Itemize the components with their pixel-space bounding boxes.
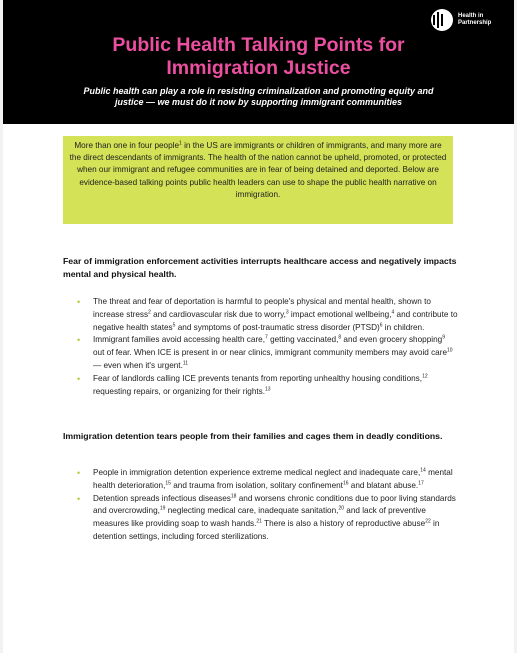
page-subtitle bbox=[53, 86, 464, 108]
bullet-text: mental health deterioration, bbox=[93, 468, 453, 490]
subtitle-line1: Public health can play a role in resisting criminalization and promoting equity and bbox=[83, 86, 434, 96]
bullet-icon: • bbox=[77, 297, 81, 307]
bullet-text: requesting repairs, or organizing for their rights. bbox=[93, 386, 266, 396]
section2-heading: Immigration detention tears people from their families and cages them in deadly conditions. bbox=[63, 431, 443, 441]
bullet-text: Detention spreads infectious diseases bbox=[93, 493, 231, 503]
section1-heading: Fear of immigration enforcement activities interrupts healthcare access and negatively impacts mental and physical health. bbox=[63, 256, 457, 279]
bullet-text: in children. bbox=[382, 322, 425, 332]
footnote-ref: 14 bbox=[420, 467, 426, 474]
bullet-icon: • bbox=[77, 493, 81, 504]
callout-text-part1: More than one in four people bbox=[74, 141, 180, 150]
bullet-text: and trauma from isolation, solitary confinement bbox=[170, 480, 343, 490]
list-item bbox=[63, 296, 458, 334]
bullet-text: Fear of landlords calling ICE prevents tenants from reporting unhealthy housing conditions, bbox=[93, 373, 423, 383]
footnote-ref: 5 bbox=[172, 321, 176, 328]
bullet-text: and blatant abuse. bbox=[348, 480, 419, 490]
bullet-text: and even grocery shopping bbox=[341, 335, 443, 345]
section2-list bbox=[63, 467, 458, 544]
footnote-ref: 3 bbox=[285, 309, 289, 316]
footnote-ref: 20 bbox=[338, 505, 344, 512]
bullet-text: Immigrant families avoid accessing health care, bbox=[93, 335, 266, 345]
bullet-text: in detention settings, including forced sterilizations. bbox=[93, 519, 440, 541]
footnote-ref: 17 bbox=[418, 480, 424, 487]
footnote-ref: 16 bbox=[342, 480, 349, 487]
bullet-text: There is also a history of reproductive abuse bbox=[261, 519, 426, 529]
footnote-ref: 10 bbox=[447, 347, 453, 354]
section1-list bbox=[63, 296, 458, 398]
footnote-ref: 1 bbox=[179, 140, 182, 147]
callout-text-part2: in the US are immigrants or children of immigrants, and many more are the direct descendants of immigrants. The health of the nation cannot be upheld, promoted, or protected when our immigrant and refugee communities are in fear of being detained and deported. Below are evidence-based talking points public health leaders can use to shape the public health narrative on immigration. bbox=[69, 141, 447, 199]
list-item bbox=[63, 493, 458, 544]
bullet-text: and symptoms of post-traumatic stress disorder (PTSD) bbox=[175, 322, 380, 332]
footnote-ref: 21 bbox=[256, 518, 262, 525]
intro-callout bbox=[63, 136, 453, 224]
footnote-ref: 12 bbox=[422, 373, 428, 380]
footnote-ref: 4 bbox=[391, 309, 395, 316]
list-item bbox=[63, 373, 458, 399]
logo-text-line2: Partnership bbox=[458, 20, 492, 26]
logo-mark-icon bbox=[430, 8, 454, 32]
bullet-icon: • bbox=[77, 468, 81, 478]
footnote-ref: 15 bbox=[165, 480, 171, 487]
bullet-text: and lack of preventive measures like providing soap to wash hands. bbox=[93, 506, 426, 529]
list-item bbox=[63, 334, 458, 372]
footnote-ref: 22 bbox=[425, 518, 431, 525]
bullet-text: out of fear. When ICE is present in or near clinics, immigrant community members may avoid care bbox=[93, 348, 448, 358]
footnote-ref: 9 bbox=[442, 334, 445, 341]
bullet-text: neglecting medical care, inadequate sanitation, bbox=[165, 506, 339, 516]
health-in-partnership-logo bbox=[430, 8, 510, 32]
subtitle-line2: justice — we must do it now by supporting immigrant communities bbox=[114, 97, 403, 107]
footnote-ref: 7 bbox=[265, 334, 268, 341]
bullet-text: impact emotional wellbeing, bbox=[288, 309, 392, 319]
title-line1: Public Health Talking Points for bbox=[112, 34, 405, 56]
header-banner bbox=[3, 0, 514, 124]
bullet-text: and contribute to negative health states bbox=[93, 309, 458, 332]
page-title bbox=[23, 34, 494, 80]
footnote-ref: 6 bbox=[379, 321, 383, 328]
footnote-ref: 18 bbox=[230, 492, 237, 499]
footnote-ref: 2 bbox=[148, 309, 151, 316]
document-page bbox=[3, 0, 514, 653]
bullet-text: The threat and fear of deportation is harmful to people's physical and mental health, shown to increase stress bbox=[93, 297, 431, 319]
logo-text bbox=[458, 13, 491, 27]
list-item bbox=[63, 467, 458, 493]
bullet-text: — even when it's urgent. bbox=[93, 360, 183, 370]
bullet-text: People in immigration detention experience extreme medical neglect and inadequate care, bbox=[93, 468, 421, 477]
bullet-text: and cardiovascular risk due to worry, bbox=[150, 309, 286, 319]
logo-text-line1: Health in bbox=[458, 13, 484, 19]
bullet-icon: • bbox=[77, 373, 81, 384]
bullet-text: and worsens chronic conditions due to poor living standards and overcrowding, bbox=[93, 493, 456, 516]
footnote-ref: 13 bbox=[265, 385, 271, 392]
bullet-text: getting vaccinated, bbox=[267, 335, 339, 345]
footnote-ref: 11 bbox=[182, 360, 189, 367]
footnote-ref: 8 bbox=[338, 334, 342, 341]
title-line2: Immigration Justice bbox=[166, 57, 351, 79]
bullet-icon: • bbox=[77, 335, 81, 346]
footnote-ref: 19 bbox=[159, 505, 166, 512]
